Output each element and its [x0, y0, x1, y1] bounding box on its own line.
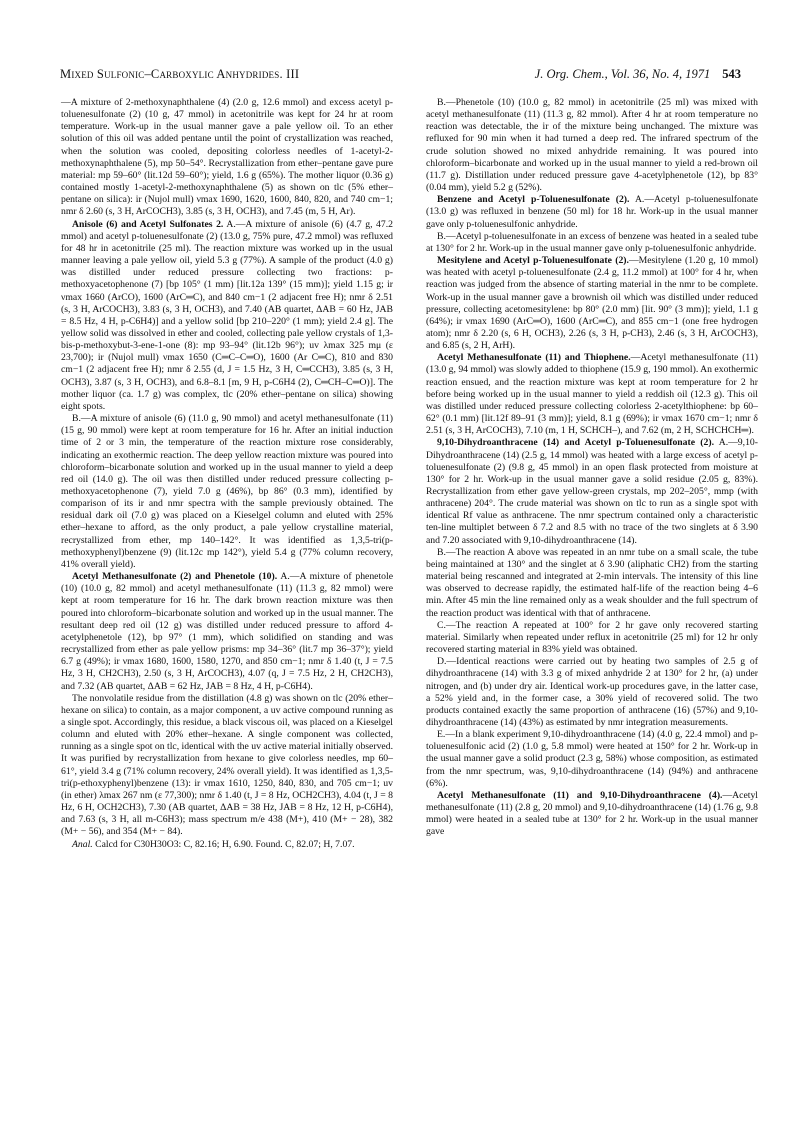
paragraph: [426, 194, 758, 230]
paragraph-text: A.—A mixture of anisole (6) (4.7 g, 47.2 mmol) and acetyl p-toluenesulfonate (2) (13.0 g, 75% pure, 47.2 mmol) was refluxed for 48 hr in acetonitrile (25 ml). The reaction mixture was worked up in the usual manner leaving a pale yellow oil, yield 5.3 g (77%). A sample of the product (4.0 g) was distilled under reduced pressure collecting two fractions: p-methoxyacetophenone (7) [bp 105° (1 mm) [lit.12a 139° (15 mm)]; yield 1.15 g; ir νmax 1660 (ArCO), 1600 (ArC═C), and 840 cm−1 (2 adjacent free H); nmr δ 2.51 (s, 3 H, ArCOCH3), 3.83 (s, 3 H, OCH3), and 7.40 (AB quartet, ΔAB = 60 Hz, JAB = 8.5 Hz, 4 H, p-C6H4)] and a yellow solid [bp 210–220° (1 mm); yield 2.4 g]. The yellow solid was dissolved in ether and cooled, collecting pale yellow crystals of 1,3-bis-p-methoxybut-3-ene-1-one (8): mp 93–94° (lit.12b 96°); uv λmax 325 mμ (ε 23,700); ir (Nujol mull) νmax 1650 (C═C–C═O), 1600 (Ar C═C), 810 and 830 cm−1 (2 adjacent free H); nmr δ 2.55 (d, J = 1.5 Hz, 3 H, C═CCH3), 3.85 (s, 3 H, OCH3), 3.87 (s, 3 H, OCH3), and 6.8–8.1 [m, 9 H, p-C6H4 (2), C═CH–C═O)]. The mother liquor (ca. 1.7 g) was complex, tlc (20% ether–pentane on silica) showing eight spots.: [61, 218, 394, 412]
journal-citation: J. Org. Chem., Vol. 36, No. 4, 1971: [534, 67, 711, 81]
paragraph-text: Calcd for C30H30O3: C, 82.16; H, 6.90. Found. C, 82.07; H, 7.07.: [92, 838, 355, 850]
page-number: 543: [722, 67, 741, 81]
section-heading: Acetyl Methanesulfonate (2) and Phenetole (10).: [72, 571, 278, 583]
running-header: [60, 67, 741, 87]
paragraph-text: B.—A mixture of anisole (6) (11.0 g, 90 mmol) and acetyl methanesulfonate (11) (15 g, 90 mmol) were kept at room temperature for 16 hr. After an initial induction time of 2 or 3 min, the temperature of the reaction mixture rose considerably, indicating an exothermic reaction. The deep yellow reaction mixture was poured into chloroform–bicarbonate solution and worked up in the usual manner to yield a deep red oil (14.0 g). The oil was then distilled under reduced pressure collecting p-methoxyacetophenone (7), yield 7.0 g (46%), bp 86° (0.3 mm), identified by comparison of its ir and nmr spectra with the sample previously obtained. The residual dark oil (7.0 g) was placed on a Kieselgel column and eluted with 25% ether–hexane to afford, as the only product, a pale yellow crystalline material, recrystallized from ether, mp 140–142°. It was identified as 1,3,5-tri(p-methoxyphenyl)benzene (9) (lit.12c mp 142°), yield 5.4 g (77% column recovery, 41% overall yield).: [61, 413, 393, 570]
paragraph: [61, 413, 393, 571]
section-heading: 9,10-Dihydroanthracene (14) and Acetyl p-Toluenesulfonate (2).: [437, 437, 714, 449]
section-heading: Mesitylene and Acetyl p-Toluenesulfonate (2).: [437, 255, 629, 267]
paragraph: [426, 231, 758, 255]
paragraph-text: —A mixture of 2-methoxynaphthalene (4) (2.0 g, 12.6 mmol) and excess acetyl p-toluenesulfonate (2) (10 g, 47 mmol) in acetonitrile was kept for 24 hr at room temperature. Work-up in the usual manner gave a pale yellow oil. To an ether solution of this oil was added pentane until the point of crystallization was reached, when the solution was cooled, depositing colorless needles of 1-acetyl-2-methoxynaphthalene (5), mp 50–54°. Recrystallization from ether–pentane gave pure material: mp 59–60° (lit.12d 59–60°); yield, 1.6 g (65%). The mother liquor (0.36 g) contained mostly 1-acetyl-2-methoxynaphthalene (5) as shown on tlc (5% ether–pentane on silica): ir (Nujol mull) νmax 1690, 1620, 1600, 840, 820, and 740 cm−1; nmr δ 2.60 (s, 3 H, ArCOCH3), 3.85 (s, 3 H, OCH3), and 7.45 (m, 5 H, Ar).: [61, 97, 393, 218]
paragraph: [426, 352, 758, 437]
paragraph: [426, 255, 758, 352]
paragraph-text: The nonvolatile residue from the distillation (4.8 g) was shown on tlc (20% ether–hexane on silica) to contain, as a major component, a uv active compound running as a single spot. Accordingly, this residue, a black viscous oil, was placed on a Kieselgel column and eluted with 20% ether–hexane. A single component was collected, running as a single spot on tlc, identical with the uv active material initially observed. It was purified by recrystallization from hexane to give colorless needles, mp 60–61°, yield 3.4 g (71% column recovery, 24% overall yield). It was identified as 1,3,5-tri(p-ethoxyphenyl)benzene (13): ir νmax 1610, 1250, 840, 830, and 705 cm−1; uv (in ether) λmax 267 nm (ε 77,300); nmr δ 1.40 (t, J = 8 Hz, OCH2CH3), 4.04 (t, J = 8 Hz, 6 H, OCH2CH3), 7.30 (AB quartet, ΔAB = 38 Hz, JAB = 8 Hz, 12 H, p-C6H4), and 7.63 (s, 3 H, all m-C6H3); mass spectrum m/e 438 (M+), 410 (M+ − 28), 382 (M+ − 56), and 354 (M+ − 84).: [61, 692, 393, 838]
paragraph: [426, 620, 758, 656]
paragraph: [61, 839, 393, 851]
section-heading: Anisole (6) and Acetyl Sulfonates 2.: [72, 218, 224, 230]
paragraph-text: A.—A mixture of phenetole (10) (10.0 g, 82 mmol) and acetyl methanesulfonate (11) (11.3 g, 82 mmol) were kept at room temperature for 16 hr. The dark brown reaction mixture was then poured into chloroform–bicarbonate solution and worked up in the usual manner. The resultant deep red oil (12 g) was distilled under reduced pressure to afford 4-acetylphenetole (12), bp 97° (1 mm), which solidified on standing and was recrystallized from ether as pale yellow prisms: mp 34–36° (lit.7 mp 36–37°); yield 6.7 g (49%); ir νmax 1680, 1600, 1580, 1270, and 850 cm−1; nmr δ 1.40 (t, J = 7.5 Hz, 3 H, CH2CH3), 2.50 (s, 3 H, ArCOCH3), 4.07 (q, J = 7.5 Hz, 2 H, CH2CH3), and 7.32 (AB quartet, ΔAB = 62 Hz, JAB = 8 Hz, 4 H, p-C6H4).: [61, 571, 394, 692]
italic-lead: Anal.: [72, 838, 93, 850]
paragraph-text: C.—The reaction A repeated at 100° for 2 hr gave only recovered starting material. Similarly when repeated under reflux in acetonitrile (25 ml) for 12 hr only recovered starting material in 83% yield was obtained.: [426, 619, 758, 656]
section-heading: Acetyl Methanesulfonate (11) and 9,10-Dihydroanthracene (4).: [437, 789, 723, 801]
paragraph-text: A.—9,10-Dihydroanthracene (14) (2.5 g, 14 mmol) was heated with a large excess of acetyl p-toluenesulfonate (2) (9.8 g, 45 mmol) in an open flask protected from moisture at 130° for 2 hr. Work-up in the usual manner gave a solid residue (2.05 g, 83%). Recrystallization from ether gave yellow-green crystals, mp 202–205°, mmp (with anthracene) 204°. The crude material was shown on tlc to run as a single spot with identical Rf value as anthracene. The nmr spectrum contained only a characteristic ten-line multiplet between δ 7.2 and 8.5 with no trace of the two singlets at δ 3.90 and 7.20 associated with 9,10-dihydroanthracene (14).: [426, 437, 758, 546]
right-column: [426, 97, 758, 839]
left-column: [61, 97, 393, 851]
paragraph-text: —Mesitylene (1.20 g, 10 mmol) was heated with acetyl p-toluenesulfonate (2.4 g, 11.2 mmol) at 100° for 4 hr, when reaction was judged from the absence of starting material in the nmr to be complete. Work-up in the usual manner gave a brownish oil which was distilled under reduced pressure, collecting acetomesitylene: bp 80° (2.0 mm) [lit. 90° (3 mm)]; yield, 1.1 g (64%); ir νmax 1690 (ArC═O), 1600 (ArC═C), and 855 cm−1 (one free hydrogen atom); nmr δ 2.20 (s, 6 H, OCH3), 2.26 (s, 3 H, p-CH3), 2.46 (s, 3 H, ArCOCH3), and 6.85 (s, 2 H, ArH).: [426, 255, 758, 352]
paragraph: [426, 656, 758, 729]
paragraph-text: B.—Phenetole (10) (10.0 g, 82 mmol) in acetonitrile (25 ml) was mixed with acetyl methanesulfonate (11) (11.3 g, 82 mmol). After 4 hr at room temperature no reaction was detectable, the ir of the mixture being unchanged. The mixture was refluxed for 90 min when it had turned a deep red. The infrared spectrum of the crude solution showed no mixed anhydride remaining. It was poured into chloroform–bicarbonate and worked up in the usual manner to yield a red-brown oil (11.7 g). Distillation under reduced pressure gave 4-acetylphenetole (12), bp 83° (0.04 mm), yield 5.2 g (52%).: [426, 97, 758, 194]
paragraph: [61, 97, 393, 219]
paragraph-text: E.—In a blank experiment 9,10-dihydroanthracene (14) (4.0 g, 22.4 mmol) and p-toluenesulfonic acid (2) (1.0 g, 5.8 mmol) were heated at 150° for 2 hr. Work-up in the usual manner gave a solid product (2.3 g, 58%) whose composition, as estimated from the nmr spectrum, was, 9,10-dihydroanthracene (14) (94%) and anthracene (6%).: [426, 729, 758, 789]
paragraph-text: —Acetyl methanesulfonate (11) (13.0 g, 94 mmol) was slowly added to thiophene (15.9 g, 190 mmol). An exothermic reaction ensued, and the reaction mixture was kept at room temperature for 2 hr before being worked up in the usual manner to yield a reddish oil (12.3 g). This oil was distilled under reduced pressure collecting colorless 2-acetylthiophene: bp 60–62° (0.1 mm) [lit.12f 89–91 (3 mm)]; yield, 8.1 g (69%); ir νmax 1670 cm−1; nmr δ 2.51 (s, 3 H, ArCOCH3), 7.10 (m, 1 H, SCHCH–), and 7.62 (m, 2 H, SCHCHCH═).: [426, 352, 758, 437]
paragraph: [426, 97, 758, 194]
paragraph-text: —Acetyl methanesulfonate (11) (2.8 g, 20 mmol) and 9,10-dihydroanthracene (14) (1.76 g, 9.8 mmol) were heated in a sealed tube at 130° for 2 hr. Work-up in the usual manner gave: [426, 789, 758, 838]
paragraph-text: B.—Acetyl p-toluenesulfonate in an excess of benzene was heated in a sealed tube at 130° for 2 hr. Work-up in the usual manner gave only p-toluenesulfonic anhydride.: [426, 230, 758, 254]
running-title: Mixed Sulfonic–Carboxylic Anhydrides. III: [60, 67, 300, 81]
paragraph-text: A.—Acetyl p-toluenesulfonate (13.0 g) was refluxed in benzene (50 ml) for 18 hr. Work-up in the usual manner gave only p-toluenesulfonic anhydride.: [426, 194, 758, 230]
section-heading: Acetyl Methanesulfonate (11) and Thiophene.: [437, 352, 631, 364]
section-heading: Benzene and Acetyl p-Toluenesulfonate (2).: [437, 194, 630, 206]
paragraph: [426, 790, 758, 839]
paragraph-text: B.—The reaction A above was repeated in an nmr tube on a small scale, the tube being maintained at 130° and the singlet at δ 3.90 (aliphatic CH2) from the starting material being rescanned and integrated at 2-min intervals. The intensity of this line was observed to decrease rapidly, the estimated half-life of the reaction being 4–6 min. After 45 min the line remained only as a weak shoulder and the full spectrum of the reaction product was identical with that of anthracene.: [426, 546, 758, 619]
paragraph: [426, 437, 758, 546]
paragraph: [61, 219, 393, 414]
paragraph-text: D.—Identical reactions were carried out by heating two samples of 2.5 g of dihydroanthracene (14) with 3.3 g of mixed anhydride 2 at 130° for 2 hr, (a) under nitrogen, and (b) under dry air. Identical work-up procedures gave, in the latter case, a 52% yield and, in the former case, a 30% yield of recovered solid. The two products contained exactly the same proportion of anthracene (16) (57%) and 9,10-dihydroanthracene (14) (43%) as estimated by nmr integration measurements.: [426, 656, 758, 728]
paragraph: [426, 547, 758, 620]
paragraph: [61, 571, 393, 693]
paragraph: [61, 693, 393, 839]
paragraph: [426, 729, 758, 790]
journal-citation-block: [535, 67, 741, 82]
